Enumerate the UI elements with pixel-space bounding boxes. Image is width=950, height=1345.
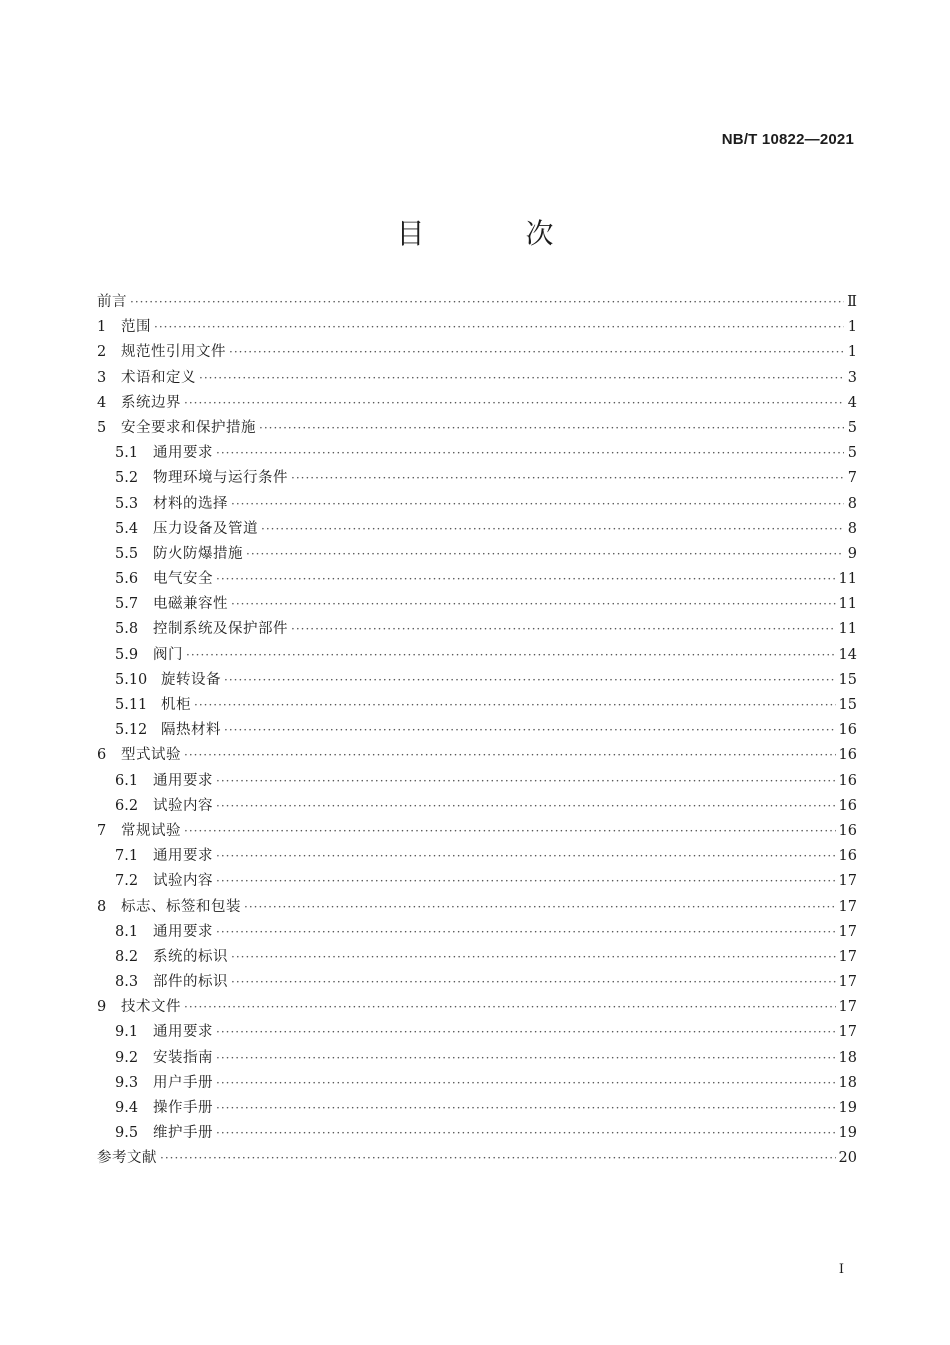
toc-entry-page: 16 (838, 797, 857, 814)
toc-leader-dots (231, 492, 844, 517)
toc-entry-page: 3 (847, 369, 857, 386)
toc-entry-number: 8.1 (115, 923, 139, 940)
toc-entry[interactable] (97, 1146, 857, 1171)
toc-entry-page: 7 (847, 470, 857, 487)
toc-entry-number: 8.2 (115, 948, 139, 965)
toc-entry-number: 2 (97, 344, 107, 361)
toc-leader-dots (130, 290, 844, 315)
toc-entry-page: 11 (838, 621, 857, 638)
toc-entry[interactable] (97, 794, 857, 819)
toc-leader-dots (216, 769, 836, 794)
toc-leader-dots (184, 391, 844, 416)
toc-entry[interactable] (97, 643, 857, 668)
toc-entry-title: 电磁兼容性 (153, 596, 228, 613)
toc-entry[interactable] (97, 844, 857, 869)
toc-entry-number: 7.2 (115, 873, 139, 890)
toc-entry[interactable] (97, 290, 857, 315)
toc-entry[interactable] (97, 617, 857, 642)
toc-entry-number: 6.1 (115, 772, 139, 789)
toc-entry-title: 维护手册 (153, 1125, 213, 1142)
toc-leader-dots (246, 542, 844, 567)
toc-entry-number: 5.1 (115, 445, 139, 462)
toc-entry-title: 机柜 (161, 697, 191, 713)
toc-entry-page: 5 (847, 419, 857, 436)
toc-entry-number: 4 (97, 394, 107, 411)
toc-leader-dots (160, 1146, 836, 1171)
toc-entry-title: 术语和定义 (121, 369, 196, 386)
toc-leader-dots (194, 693, 836, 718)
toc-entry-number: 7.1 (115, 848, 139, 865)
page-title: 目 次 (396, 217, 600, 250)
toc-leader-dots (154, 315, 844, 340)
toc-leader-dots (231, 970, 836, 995)
toc-leader-dots (229, 340, 844, 365)
toc-entry-page: 15 (838, 671, 857, 688)
toc-entry-page: 1 (847, 319, 857, 336)
toc-entry-page: 4 (847, 394, 857, 411)
toc-leader-dots (216, 1020, 836, 1045)
toc-leader-dots (291, 617, 836, 642)
toc-entry-title: 部件的标识 (153, 974, 228, 991)
toc-entry[interactable] (97, 315, 857, 340)
toc-entry[interactable] (97, 1020, 857, 1045)
toc-entry-page: 5 (847, 445, 857, 462)
toc-entry-page: Ⅱ (847, 294, 857, 310)
toc-entry-number: 5.11 (115, 697, 148, 713)
toc-entry-number: 9 (97, 999, 107, 1016)
toc-leader-dots (224, 668, 836, 693)
toc-entry[interactable] (97, 1096, 857, 1121)
toc-entry-page: 19 (838, 1125, 857, 1142)
toc-entry-title: 阀门 (153, 646, 183, 663)
toc-entry-title: 试验内容 (153, 873, 213, 890)
toc-entry[interactable] (97, 492, 857, 517)
toc-entry-title: 防火防爆措施 (153, 545, 243, 562)
toc-entry-number: 6 (97, 747, 107, 764)
toc-entry-title: 系统的标识 (153, 948, 228, 965)
toc-entry[interactable] (97, 970, 857, 995)
toc-entry-number: 5.9 (115, 646, 139, 663)
toc-entry-number: 5.2 (115, 470, 139, 487)
toc-entry-page: 9 (847, 545, 857, 562)
toc-entry-title: 控制系统及保护部件 (153, 621, 288, 638)
toc-entry-title: 物理环境与运行条件 (153, 470, 288, 487)
toc-entry-page: 17 (838, 1024, 857, 1041)
toc-entry-title: 前言 (97, 294, 127, 310)
toc-entry-title: 通用要求 (153, 848, 213, 865)
toc-entry[interactable] (97, 668, 857, 693)
toc-entry-title: 常规试验 (121, 822, 181, 839)
toc-leader-dots (261, 517, 844, 542)
toc-entry-title: 操作手册 (153, 1100, 213, 1116)
toc-entry-title: 范围 (121, 319, 151, 336)
toc-entry[interactable] (97, 743, 857, 768)
toc-entry[interactable] (97, 718, 857, 743)
toc-leader-dots (216, 1046, 836, 1071)
toc-entry[interactable] (97, 466, 857, 491)
toc-leader-dots (259, 416, 844, 441)
toc-leader-dots (244, 895, 836, 920)
toc-leader-dots (291, 466, 844, 491)
toc-entry-page: 18 (838, 1074, 857, 1091)
toc-entry-number: 5.12 (115, 722, 148, 739)
toc-entry-number: 7 (97, 822, 107, 839)
toc-entry-title: 压力设备及管道 (153, 520, 258, 537)
toc-entry-title: 技术文件 (121, 999, 181, 1016)
toc-entry-page: 16 (838, 722, 857, 739)
toc-leader-dots (216, 844, 836, 869)
toc-entry-title: 隔热材料 (161, 722, 221, 739)
toc-entry-page: 17 (838, 999, 857, 1016)
toc-entry-title: 通用要求 (153, 923, 213, 940)
toc-leader-dots (184, 995, 836, 1020)
toc-entry-number: 5.10 (115, 671, 148, 688)
toc-entry-number: 6.2 (115, 797, 139, 814)
toc-entry-page: 14 (838, 646, 857, 663)
toc-entry-page: 19 (838, 1100, 857, 1116)
toc-entry-title: 安装指南 (153, 1049, 213, 1066)
toc-entry[interactable] (97, 391, 857, 416)
toc-entry[interactable] (97, 441, 857, 466)
toc-entry-number: 5.5 (115, 545, 139, 562)
toc-entry[interactable] (97, 1121, 857, 1146)
toc-entry[interactable] (97, 819, 857, 844)
toc-entry[interactable] (97, 1046, 857, 1071)
toc-entry-page: 8 (847, 495, 857, 512)
toc-entry-title: 型式试验 (121, 747, 181, 764)
toc-entry[interactable] (97, 1071, 857, 1096)
toc-entry-title: 安全要求和保护措施 (121, 419, 256, 436)
page-number: I (838, 1262, 844, 1277)
toc-entry-title: 通用要求 (153, 445, 213, 462)
toc-entry[interactable] (97, 869, 857, 894)
toc-entry-number: 5 (97, 419, 107, 436)
toc-leader-dots (216, 1096, 836, 1121)
toc-leader-dots (216, 794, 836, 819)
toc-entry-number: 5.8 (115, 621, 139, 638)
toc-entry-page: 16 (838, 747, 857, 764)
toc-entry[interactable] (97, 416, 857, 441)
toc-entry-number: 5.4 (115, 520, 139, 537)
toc-entry[interactable] (97, 920, 857, 945)
toc-entry-page: 11 (838, 596, 857, 613)
table-of-contents (97, 290, 857, 1172)
toc-entry-page: 16 (838, 848, 857, 865)
toc-entry-page: 20 (838, 1150, 857, 1167)
toc-entry-page: 18 (838, 1049, 857, 1066)
toc-leader-dots (216, 1121, 836, 1146)
toc-leader-dots (186, 643, 836, 668)
toc-entry-title: 电气安全 (153, 571, 213, 588)
toc-entry-title: 通用要求 (153, 772, 213, 789)
toc-entry-page: 17 (838, 923, 857, 940)
toc-entry-page: 17 (838, 948, 857, 965)
toc-entry-title: 标志、标签和包装 (121, 898, 241, 915)
toc-entry[interactable] (97, 340, 857, 365)
toc-entry[interactable] (97, 517, 857, 542)
toc-leader-dots (216, 567, 836, 592)
toc-entry-title: 旋转设备 (161, 671, 221, 688)
toc-leader-dots (231, 592, 836, 617)
toc-entry[interactable] (97, 995, 857, 1020)
toc-entry-page: 16 (838, 822, 857, 839)
toc-entry-number: 8 (97, 898, 107, 915)
toc-entry-page: 17 (838, 974, 857, 991)
toc-entry[interactable] (97, 693, 857, 718)
toc-entry-title: 试验内容 (153, 797, 213, 814)
toc-entry-number: 9.2 (115, 1049, 139, 1066)
toc-leader-dots (184, 819, 836, 844)
toc-entry-title: 通用要求 (153, 1024, 213, 1041)
toc-leader-dots (216, 1071, 836, 1096)
toc-entry-number: 9.1 (115, 1024, 139, 1041)
toc-entry[interactable] (97, 769, 857, 794)
toc-leader-dots (184, 743, 836, 768)
toc-entry-page: 17 (838, 873, 857, 890)
toc-entry-number: 5.7 (115, 596, 139, 613)
toc-entry-title: 材料的选择 (153, 495, 228, 512)
toc-leader-dots (231, 945, 836, 970)
toc-leader-dots (224, 718, 836, 743)
toc-leader-dots (216, 441, 844, 466)
toc-entry-title: 参考文献 (97, 1150, 157, 1167)
toc-entry-number: 1 (97, 319, 107, 336)
toc-entry-page: 11 (838, 571, 857, 588)
toc-leader-dots (199, 366, 844, 391)
toc-entry-number: 9.4 (115, 1100, 139, 1116)
toc-entry[interactable] (97, 366, 857, 391)
toc-entry-page: 1 (847, 344, 857, 361)
toc-entry[interactable] (97, 542, 857, 567)
toc-entry-page: 17 (838, 898, 857, 915)
toc-entry[interactable] (97, 895, 857, 920)
toc-entry-title: 用户手册 (153, 1074, 213, 1091)
toc-entry[interactable] (97, 945, 857, 970)
toc-entry-title: 规范性引用文件 (121, 344, 226, 361)
toc-entry[interactable] (97, 592, 857, 617)
toc-entry-number: 9.5 (115, 1125, 139, 1142)
toc-entry-number: 9.3 (115, 1074, 139, 1091)
toc-entry-number: 5.6 (115, 571, 139, 588)
toc-entry-number: 3 (97, 369, 107, 386)
toc-entry-page: 16 (838, 772, 857, 789)
toc-leader-dots (216, 920, 836, 945)
toc-entry-number: 5.3 (115, 495, 139, 512)
toc-entry-page: 15 (838, 697, 857, 713)
toc-entry[interactable] (97, 567, 857, 592)
standard-code: NB/T 10822—2021 (721, 131, 854, 148)
toc-entry-title: 系统边界 (121, 394, 181, 411)
toc-leader-dots (216, 869, 836, 894)
toc-entry-page: 8 (847, 520, 857, 537)
toc-entry-number: 8.3 (115, 974, 139, 991)
